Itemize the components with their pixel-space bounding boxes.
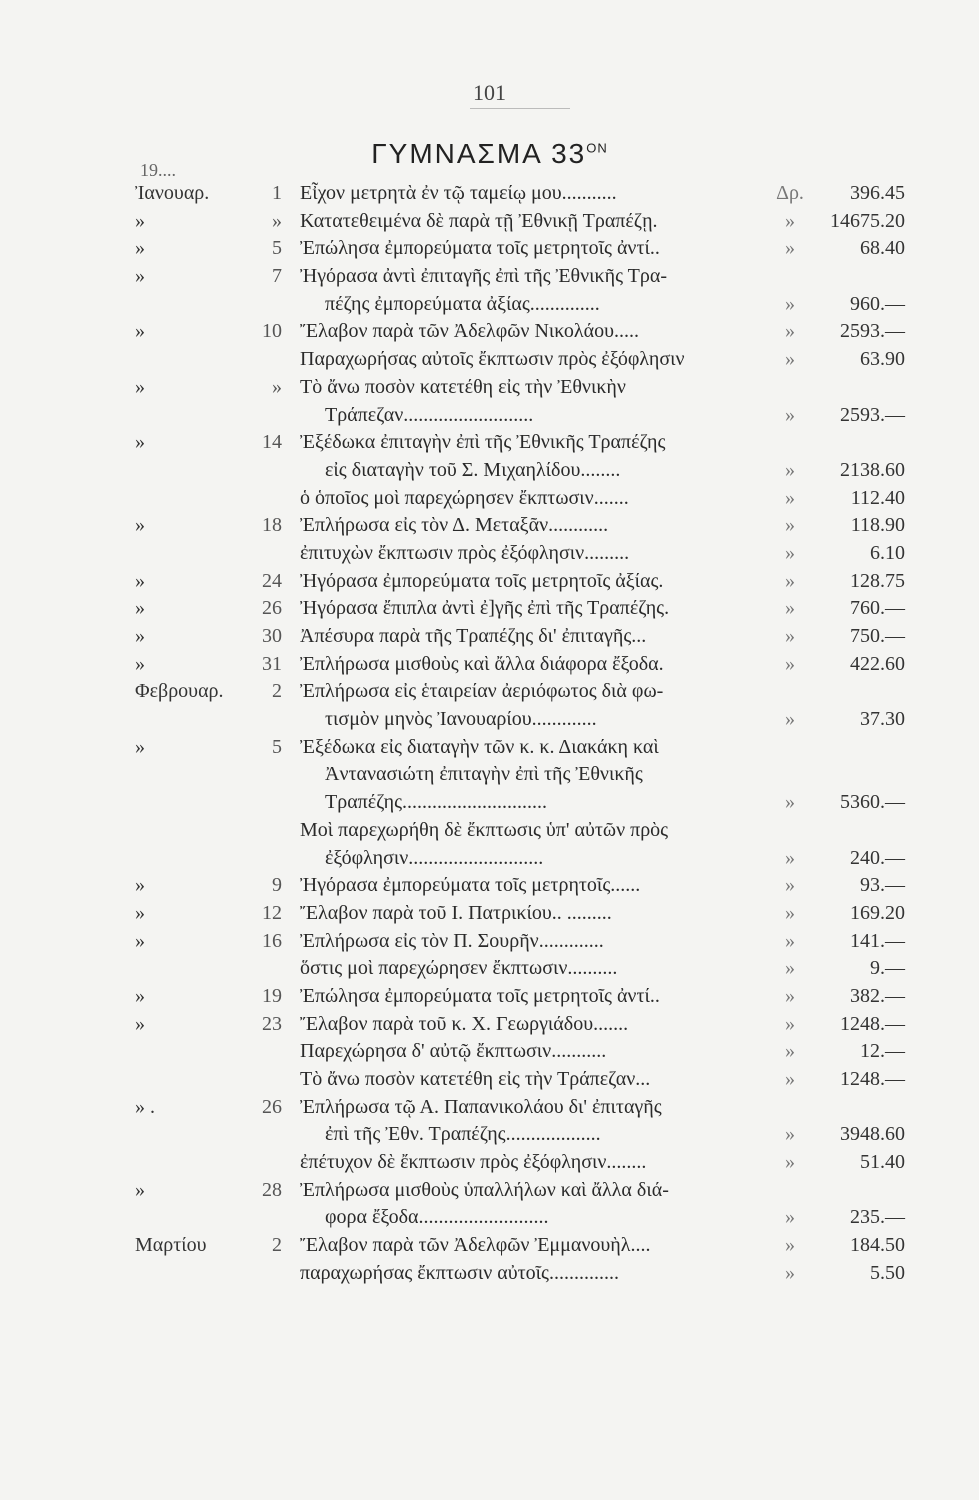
ledger-row bbox=[0, 678, 979, 706]
month-cell: » bbox=[135, 984, 145, 1007]
day-cell: 5 bbox=[272, 237, 282, 260]
currency-cell: » bbox=[785, 597, 795, 620]
description-cell: ἐπὶ τῆς Ἐθν. Τραπέζης................... bbox=[325, 1123, 601, 1146]
amount-cell: 2593.— bbox=[840, 403, 905, 426]
month-cell: » bbox=[135, 874, 145, 897]
amount-cell: 396.45 bbox=[850, 182, 905, 204]
description-cell: Ἔλαβον παρὰ τῶν Ἀδελφῶν Ἐμμανουὴλ.... bbox=[300, 1234, 651, 1257]
day-cell: » bbox=[272, 209, 282, 232]
amount-cell: 5360.— bbox=[840, 791, 905, 814]
currency-cell: » bbox=[785, 901, 795, 924]
ledger-row bbox=[0, 734, 979, 762]
description-cell: τισμὸν μηνὸς Ἰανουαρίου............. bbox=[325, 708, 597, 731]
ledger-row bbox=[0, 955, 979, 983]
month-cell: Φεβρουαρ. bbox=[135, 680, 224, 703]
amount-cell: 235.— bbox=[850, 1206, 905, 1229]
ledger-row bbox=[0, 568, 979, 596]
amount-cell: 184.50 bbox=[850, 1234, 905, 1257]
ledger-row bbox=[0, 928, 979, 956]
amount-cell: 9.— bbox=[870, 957, 905, 980]
description-cell: Τὸ ἄνω ποσὸν κατετέθη εἰς τὴν Τράπεζαν... bbox=[300, 1068, 651, 1090]
ledger-row bbox=[0, 1066, 979, 1094]
ledger-row bbox=[0, 1149, 979, 1177]
amount-cell: 14675.20 bbox=[830, 209, 905, 232]
description-cell: παραχωρήσας ἔκπτωσιν αὐτοῖς.............. bbox=[300, 1261, 619, 1284]
month-cell: » bbox=[135, 265, 145, 288]
ledger-row bbox=[0, 817, 979, 845]
ledger-row bbox=[0, 291, 979, 319]
currency-cell: » bbox=[785, 1040, 795, 1063]
description-cell: Κατατεθειμένα δὲ παρὰ τῇ Ἐθνικῇ Τραπέζῃ. bbox=[300, 209, 658, 232]
currency-cell: » bbox=[785, 1261, 795, 1284]
ledger-row bbox=[0, 761, 979, 789]
description-cell: Ἐπώλησα ἐμπορεύματα τοῖς μετρητοῖς ἀντί.. bbox=[300, 984, 660, 1007]
amount-cell: 750.— bbox=[850, 625, 905, 647]
amount-cell: 68.40 bbox=[860, 237, 905, 260]
month-cell: » . bbox=[135, 1095, 155, 1118]
ledger-row bbox=[0, 623, 979, 651]
ledger-row bbox=[0, 983, 979, 1011]
amount-cell: 1248.— bbox=[840, 1012, 905, 1035]
description-cell: ὅστις μοὶ παρεχώρησεν ἔκπτωσιν.......... bbox=[300, 957, 618, 980]
heading-suffix: ΟΝ bbox=[586, 140, 608, 156]
day-cell: 31 bbox=[262, 652, 282, 675]
amount-cell: 382.— bbox=[850, 984, 905, 1007]
currency-cell: » bbox=[785, 486, 795, 509]
amount-cell: 118.90 bbox=[850, 514, 905, 537]
month-cell: » bbox=[135, 237, 145, 260]
description-cell: Ἠγόρασα ἐμπορεύματα τοῖς μετρητοῖς...... bbox=[300, 874, 641, 897]
ledger-row bbox=[0, 402, 979, 430]
amount-cell: 51.40 bbox=[860, 1151, 905, 1174]
currency-cell: » bbox=[785, 1012, 795, 1035]
day-cell: 1 bbox=[272, 182, 282, 204]
day-cell: 30 bbox=[262, 625, 282, 647]
description-cell: Τράπεζαν.......................... bbox=[325, 403, 534, 426]
day-cell: 26 bbox=[262, 1095, 282, 1118]
description-cell: Ἠγόρασα ἔπιπλα ἀντὶ ἐ]γῆς ἐπὶ τῆς Τραπέζης. bbox=[300, 597, 670, 620]
month-cell: » bbox=[135, 209, 145, 232]
description-cell: Ἐπλήρωσα μισθοὺς ὑπαλλήλων καὶ ἄλλα διά- bbox=[300, 1178, 669, 1201]
ledger-row bbox=[0, 1121, 979, 1149]
amount-cell: 141.— bbox=[850, 929, 905, 952]
currency-cell: Δρ. bbox=[776, 182, 804, 204]
amount-cell: 422.60 bbox=[850, 652, 905, 675]
ledger-row bbox=[0, 235, 979, 263]
ledger-row bbox=[0, 706, 979, 734]
currency-cell: » bbox=[785, 292, 795, 315]
amount-cell: 3948.60 bbox=[840, 1123, 905, 1146]
currency-cell: » bbox=[785, 1123, 795, 1146]
amount-cell: 112.40 bbox=[850, 486, 905, 509]
description-cell: εἰς διαταγὴν τοῦ Σ. Μιχαηλίδου........ bbox=[325, 458, 621, 481]
currency-cell: » bbox=[785, 1206, 795, 1229]
month-cell: » bbox=[135, 431, 145, 454]
day-cell: 23 bbox=[262, 1012, 282, 1035]
ledger-row bbox=[0, 457, 979, 485]
amount-cell: 960.— bbox=[850, 292, 905, 315]
ledger-row bbox=[0, 485, 979, 513]
description-cell: Εἶχον μετρητὰ ἐν τῷ ταμείῳ μου........... bbox=[300, 182, 617, 204]
currency-cell: » bbox=[785, 708, 795, 731]
description-cell: Ἐπλήρωσα εἰς τὸν Π. Σουρῆν............. bbox=[300, 929, 604, 952]
description-cell: Παρεχώρησα δ' αὐτῷ ἔκπτωσιν........... bbox=[300, 1040, 607, 1063]
ledger-row bbox=[0, 872, 979, 900]
day-cell: 19 bbox=[262, 984, 282, 1007]
ledger-row bbox=[0, 1204, 979, 1232]
ledger-row bbox=[0, 263, 979, 291]
currency-cell: » bbox=[785, 846, 795, 869]
day-cell: 12 bbox=[262, 901, 282, 924]
ledger-row bbox=[0, 1232, 979, 1260]
month-cell: » bbox=[135, 514, 145, 537]
amount-cell: 63.90 bbox=[860, 348, 905, 371]
ledger-row bbox=[0, 346, 979, 374]
currency-cell: » bbox=[785, 1068, 795, 1090]
ledger-row bbox=[0, 540, 979, 568]
month-cell: » bbox=[135, 375, 145, 398]
amount-cell: 12.— bbox=[860, 1040, 905, 1063]
currency-cell: » bbox=[785, 320, 795, 343]
ledger-row bbox=[0, 1011, 979, 1039]
description-cell: Ἐξέδωκα εἰς διαταγὴν τῶν κ. κ. Διακάκη καὶ bbox=[300, 735, 659, 758]
month-cell: Μαρτίου bbox=[135, 1234, 207, 1257]
description-cell: Ἀντανασιώτη ἐπιταγὴν ἐπὶ τῆς Ἐθνικῆς bbox=[325, 763, 643, 786]
description-cell: Ἐξέδωκα ἐπιταγὴν ἐπὶ τῆς Ἐθνικῆς Τραπέζης bbox=[300, 431, 666, 454]
amount-cell: 128.75 bbox=[850, 569, 905, 592]
month-cell: » bbox=[135, 625, 145, 647]
ledger bbox=[0, 180, 979, 1288]
amount-cell: 37.30 bbox=[860, 708, 905, 731]
ledger-row bbox=[0, 1038, 979, 1066]
amount-cell: 93.— bbox=[860, 874, 905, 897]
amount-cell: 240.— bbox=[850, 846, 905, 869]
amount-cell: 2138.60 bbox=[840, 458, 905, 481]
day-cell: » bbox=[272, 375, 282, 398]
description-cell: Ἠγόρασα ἀντὶ ἐπιταγῆς ἐπὶ τῆς Ἐθνικῆς Τρα- bbox=[300, 265, 667, 288]
description-cell: Τὸ ἄνω ποσὸν κατετέθη εἰς τὴν Ἐθνικὴν bbox=[300, 375, 626, 398]
description-cell: Ἔλαβον παρὰ τοῦ κ. Χ. Γεωργιάδου....... bbox=[300, 1012, 629, 1035]
description-cell: Ἐπώλησα ἐμπορεύματα τοῖς μετρητοῖς ἀντί.. bbox=[300, 237, 660, 260]
description-cell: Ἐπλήρωσα εἰς ἑταιρείαν ἀεριόφωτος διὰ φω- bbox=[300, 680, 664, 703]
ledger-row bbox=[0, 429, 979, 457]
ledger-row bbox=[0, 789, 979, 817]
day-cell: 2 bbox=[272, 680, 282, 703]
description-cell: Παραχωρήσας αὐτοῖς ἔκπτωσιν πρὸς ἐξόφλησιν bbox=[300, 348, 685, 371]
day-cell: 26 bbox=[262, 597, 282, 620]
description-cell: Ἐπλήρωσα τῷ Α. Παπανικολάου δι' ἐπιταγῆς bbox=[300, 1095, 662, 1118]
currency-cell: » bbox=[785, 791, 795, 814]
currency-cell: » bbox=[785, 514, 795, 537]
description-cell: πέζης ἐμπορεύματα ἀξίας.............. bbox=[325, 292, 600, 315]
month-cell: » bbox=[135, 597, 145, 620]
description-cell: ἐξόφλησιν........................... bbox=[325, 846, 544, 869]
currency-cell: » bbox=[785, 957, 795, 980]
ledger-row bbox=[0, 595, 979, 623]
ledger-row bbox=[0, 1094, 979, 1122]
description-cell: Ἠγόρασα ἐμπορεύματα τοῖς μετρητοῖς ἀξίας. bbox=[300, 569, 664, 592]
day-cell: 7 bbox=[272, 265, 282, 288]
month-cell: » bbox=[135, 569, 145, 592]
ledger-row bbox=[0, 180, 979, 208]
description-cell: Μοὶ παρεχωρήθη δὲ ἔκπτωσις ὑπ' αὐτῶν πρὸς bbox=[300, 818, 669, 841]
currency-cell: » bbox=[785, 348, 795, 371]
ledger-row bbox=[0, 651, 979, 679]
page-number-rule bbox=[470, 108, 570, 109]
day-cell: 16 bbox=[262, 929, 282, 952]
month-cell: » bbox=[135, 1012, 145, 1035]
month-cell: » bbox=[135, 929, 145, 952]
description-cell: Ἀπέσυρα παρὰ τῆς Τραπέζης δι' ἐπιταγῆς... bbox=[300, 625, 647, 647]
currency-cell: » bbox=[785, 458, 795, 481]
currency-cell: » bbox=[785, 874, 795, 897]
amount-cell: 2593.— bbox=[840, 320, 905, 343]
amount-cell: 5.50 bbox=[870, 1261, 905, 1284]
description-cell: ἐπιτυχὼν ἔκπτωσιν πρὸς ἐξόφλησιν......... bbox=[300, 541, 630, 564]
day-cell: 24 bbox=[262, 569, 282, 592]
day-cell: 2 bbox=[272, 1234, 282, 1257]
currency-cell: » bbox=[785, 625, 795, 647]
month-cell: » bbox=[135, 735, 145, 758]
day-cell: 10 bbox=[262, 320, 282, 343]
description-cell: Ἔλαβον παρὰ τοῦ Ι. Πατρικίου.. ......... bbox=[300, 901, 612, 924]
description-cell: ὁ ὁποῖος μοὶ παρεχώρησεν ἔκπτωσιν....... bbox=[300, 486, 629, 509]
description-cell: ἐπέτυχον δὲ ἔκπτωσιν πρὸς ἐξόφλησιν........ bbox=[300, 1151, 647, 1174]
currency-cell: » bbox=[785, 1234, 795, 1257]
currency-cell: » bbox=[785, 569, 795, 592]
ledger-row bbox=[0, 512, 979, 540]
currency-cell: » bbox=[785, 403, 795, 426]
currency-cell: » bbox=[785, 541, 795, 564]
month-cell: » bbox=[135, 1178, 145, 1201]
ledger-row bbox=[0, 208, 979, 236]
description-cell: φορα ἔξοδα.......................... bbox=[325, 1206, 549, 1229]
ledger-row bbox=[0, 1177, 979, 1205]
day-cell: 28 bbox=[262, 1178, 282, 1201]
amount-cell: 169.20 bbox=[850, 901, 905, 924]
day-cell: 9 bbox=[272, 874, 282, 897]
ledger-row bbox=[0, 900, 979, 928]
currency-cell: » bbox=[785, 652, 795, 675]
amount-cell: 1248.— bbox=[840, 1068, 905, 1090]
currency-cell: » bbox=[785, 929, 795, 952]
page-number: 101 bbox=[473, 80, 506, 105]
heading-main: ΓΥΜΝΑΣΜΑ 33 bbox=[371, 138, 587, 169]
ledger-row bbox=[0, 318, 979, 346]
ledger-row bbox=[0, 374, 979, 402]
description-cell: Ἐπλήρωσα εἰς τὸν Δ. Μεταξᾶν............ bbox=[300, 514, 609, 537]
amount-cell: 760.— bbox=[850, 597, 905, 620]
ledger-row bbox=[0, 1260, 979, 1288]
currency-cell: » bbox=[785, 237, 795, 260]
day-cell: 18 bbox=[262, 514, 282, 537]
month-cell: » bbox=[135, 652, 145, 675]
currency-cell: » bbox=[785, 1151, 795, 1174]
month-cell: » bbox=[135, 320, 145, 343]
currency-cell: » bbox=[785, 209, 795, 232]
month-cell: Ἰανουαρ. bbox=[135, 182, 210, 204]
year-label: 19.... bbox=[140, 160, 176, 180]
description-cell: Ἔλαβον παρὰ τῶν Ἀδελφῶν Νικολάου..... bbox=[300, 320, 640, 343]
currency-cell: » bbox=[785, 984, 795, 1007]
ledger-row bbox=[0, 845, 979, 873]
day-cell: 5 bbox=[272, 735, 282, 758]
description-cell: Ἐπλήρωσα μισθοὺς καὶ ἄλλα διάφορα ἔξοδα. bbox=[300, 652, 664, 675]
month-cell: » bbox=[135, 901, 145, 924]
description-cell: Τραπέζης............................. bbox=[325, 791, 548, 814]
day-cell: 14 bbox=[262, 431, 282, 454]
amount-cell: 6.10 bbox=[870, 541, 905, 564]
